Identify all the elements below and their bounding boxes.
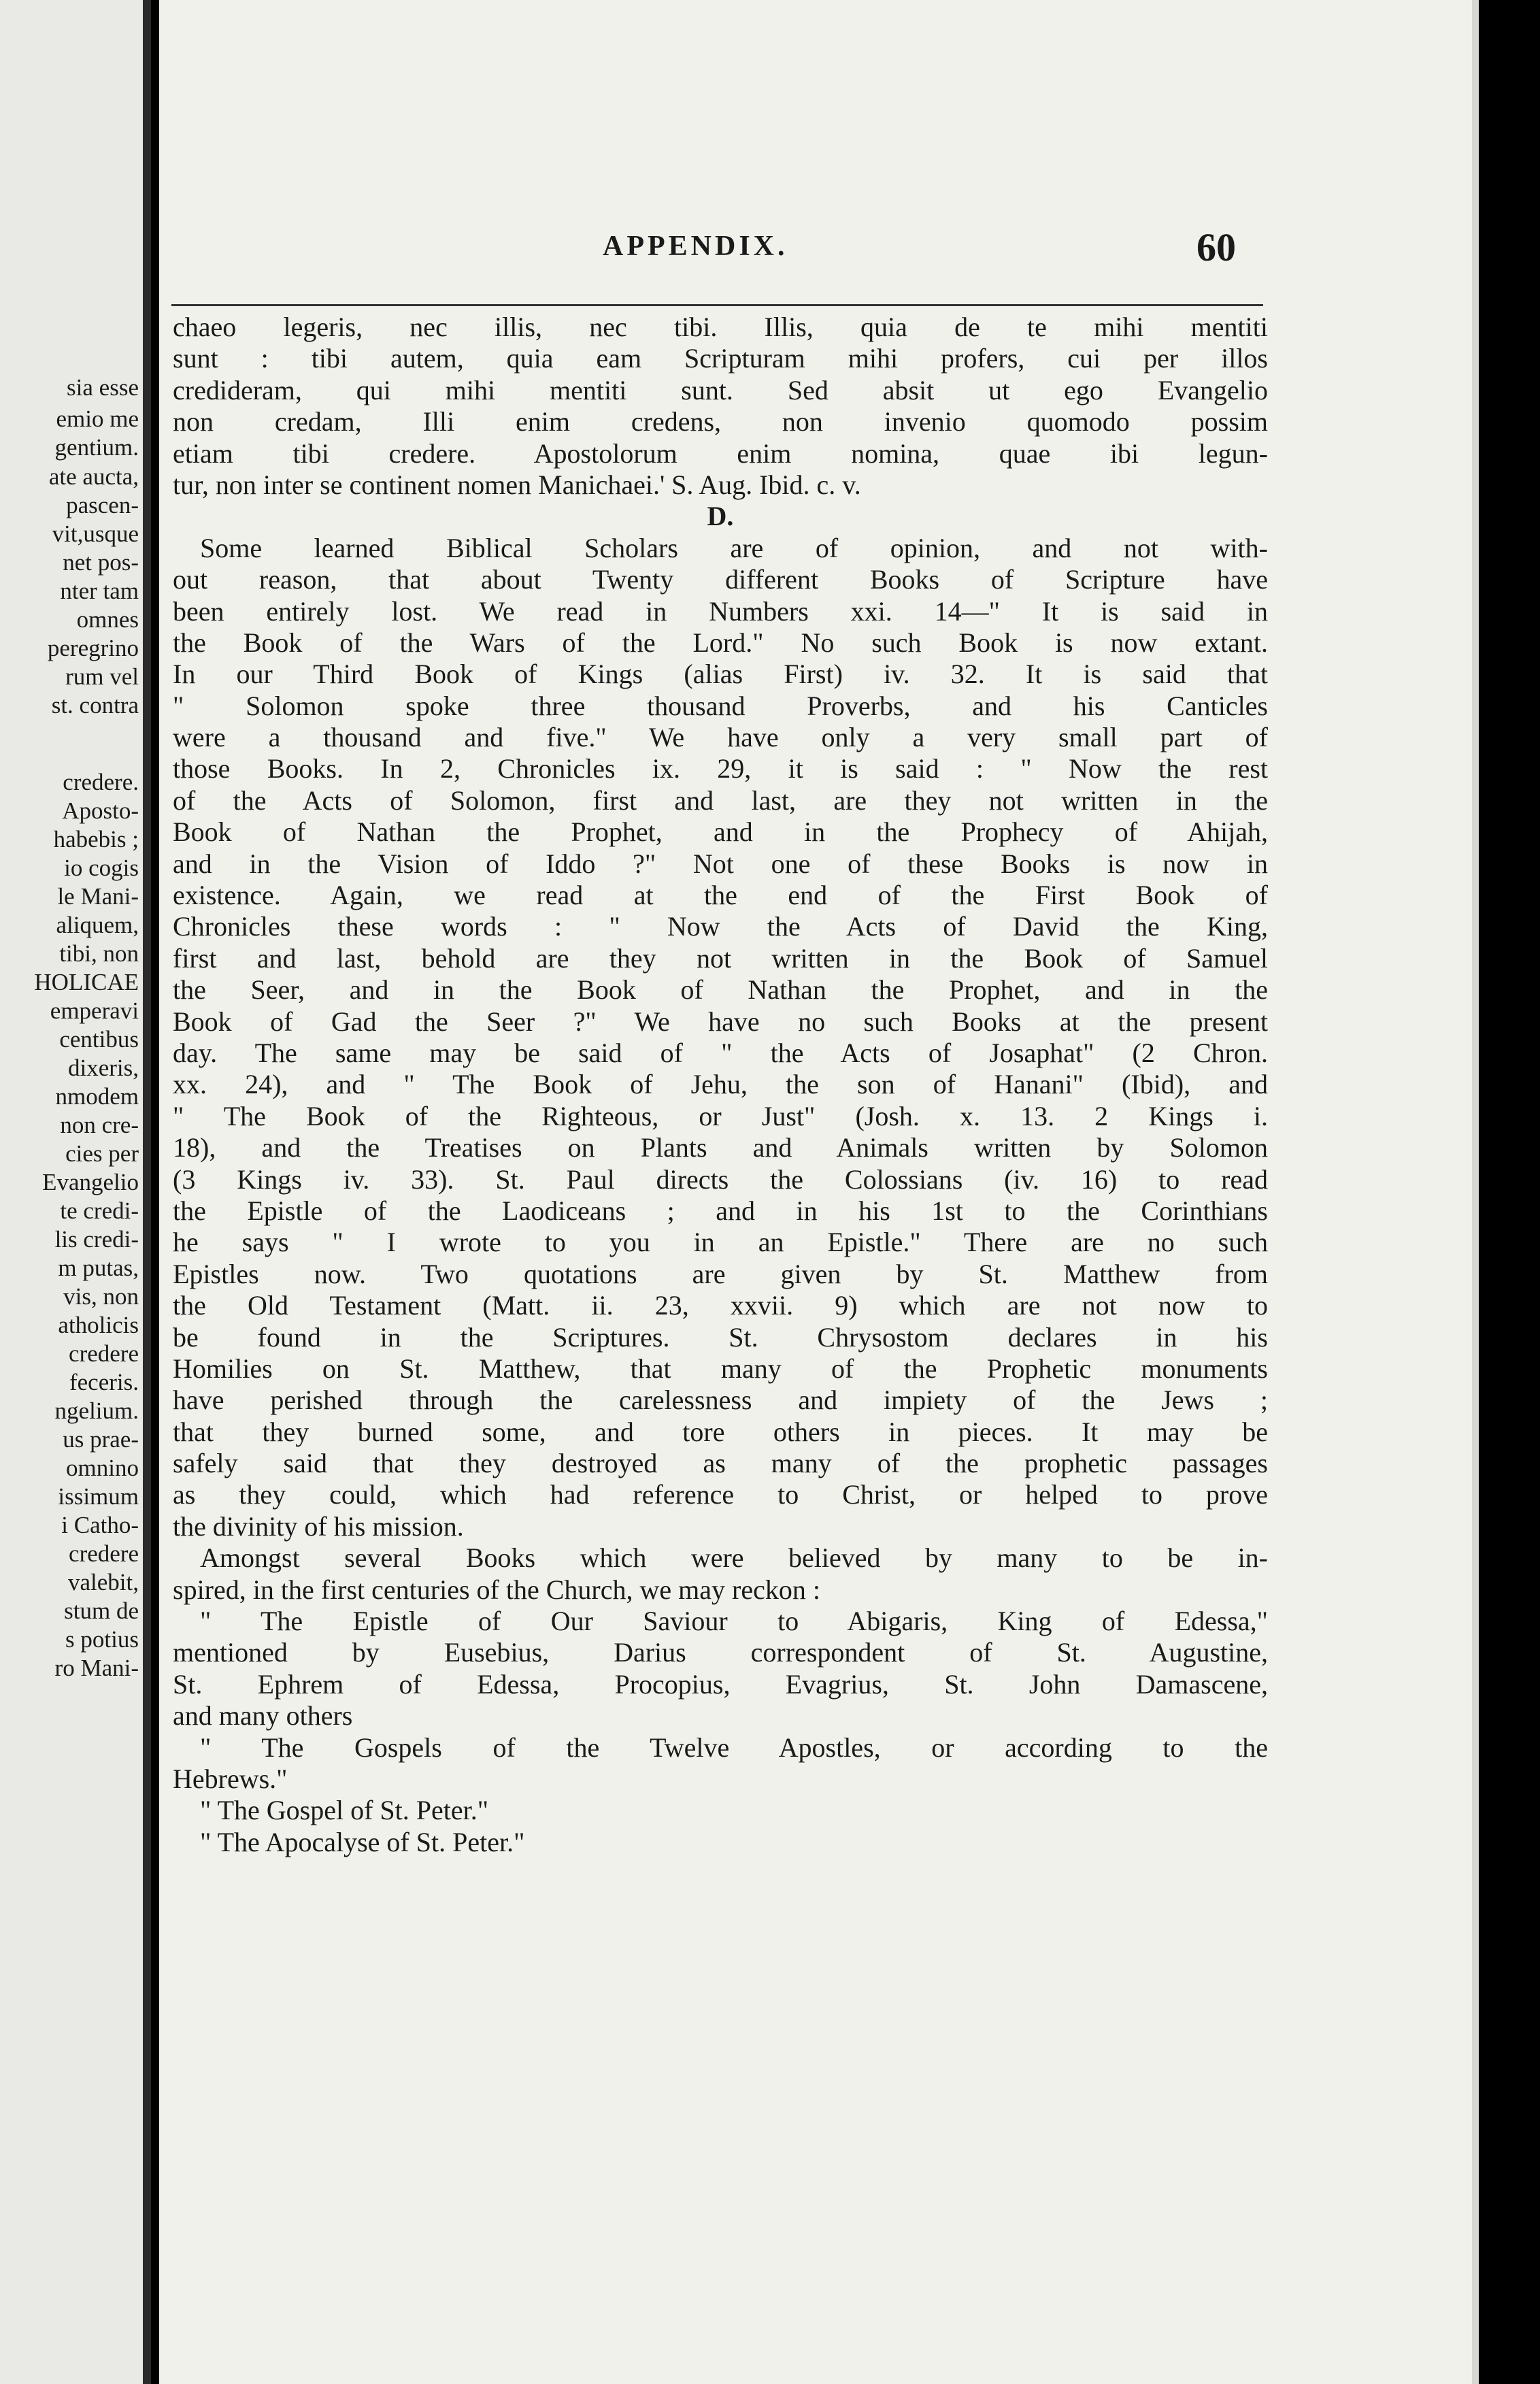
- text-line: Homilies on St. Matthew, that many of the Prophetic monuments: [173, 1353, 1268, 1384]
- previous-page-fragment: [0, 0, 151, 2384]
- previous-page-line: i Catho-: [61, 1512, 139, 1538]
- previous-page-line: te credi-: [60, 1197, 139, 1224]
- previous-page-line: gentium.: [54, 434, 139, 461]
- text-line: St. Ephrem of Edessa, Procopius, Evagrius, St. John Damascene,: [173, 1668, 1268, 1700]
- text-line: non credam, Illi enim credens, non invenio quomodo possim: [173, 406, 1268, 437]
- previous-page-line: lis credi-: [54, 1226, 139, 1253]
- text-line: the Epistle of the Laodiceans ; and in his 1st to the Corinthians: [173, 1195, 1268, 1226]
- text-line: as they could, which had reference to Christ, or helped to prove: [173, 1479, 1268, 1510]
- previous-page-line: valebit,: [68, 1569, 139, 1595]
- previous-page-line: vit,usque: [52, 520, 139, 547]
- book-page: [159, 0, 1479, 2384]
- previous-page-line: emperavi: [50, 997, 139, 1024]
- text-line: chaeo legeris, nec illis, nec tibi. Illis, quia de te mihi mentiti: [173, 312, 1268, 342]
- text-line: the divinity of his mission.: [173, 1510, 464, 1542]
- text-line: have perished through the carelessness and impiety of the Jews ;: [173, 1385, 1268, 1416]
- previous-page-line: tibi, non: [59, 940, 139, 967]
- previous-page-line: feceris.: [69, 1369, 139, 1395]
- previous-page-line: centibus: [59, 1026, 139, 1053]
- previous-page-line: omnes: [76, 606, 139, 633]
- previous-page-line: rum vel: [65, 663, 139, 690]
- text-line: etiam tibi credere. Apostolorum enim nomina, quae ibi legun-: [173, 437, 1268, 469]
- previous-page-line: credere.: [63, 769, 139, 795]
- previous-page-line: emio me: [56, 405, 139, 432]
- text-line: the Old Testament (Matt. ii. 23, xxvii. 9) which are not now to: [173, 1290, 1268, 1321]
- text-line: sunt : tibi autem, quia eam Scripturam mihi profers, cui per illos: [173, 343, 1268, 374]
- text-line: the Seer, and in the Book of Nathan the Prophet, and in the: [173, 974, 1268, 1006]
- text-line: and many others: [173, 1700, 353, 1732]
- previous-page-line: ngelium.: [54, 1397, 139, 1424]
- page-edge: [1472, 0, 1479, 2384]
- text-line: " The Epistle of Our Saviour to Abigaris, King of Edessa,": [200, 1606, 1268, 1637]
- text-line: " The Gospel of St. Peter.": [200, 1795, 489, 1826]
- text-line: Book of Gad the Seer ?" We have no such Books at the present: [173, 1006, 1268, 1037]
- previous-page-line: omnino: [66, 1455, 139, 1481]
- text-line: that they burned some, and tore others in pieces. It may be: [173, 1416, 1268, 1447]
- previous-page-line: nmodem: [55, 1083, 139, 1110]
- running-head: APPENDIX.: [603, 231, 788, 262]
- previous-page-line: aliquem,: [56, 912, 139, 938]
- text-line: tur, non inter se continent nomen Manichaei.' S. Aug. Ibid. c. v.: [173, 469, 861, 500]
- previous-page-line: Aposto-: [62, 797, 139, 824]
- previous-page-line: nter tam: [60, 578, 139, 604]
- text-line: safely said that they destroyed as many of the prophetic passages: [173, 1448, 1268, 1479]
- previous-page-line: issimum: [58, 1483, 139, 1510]
- header-rule: [171, 304, 1263, 306]
- text-line: existence. Again, we read at the end of the First Book of: [173, 880, 1268, 911]
- page-gutter: [143, 0, 151, 2384]
- previous-page-line: m putas,: [58, 1255, 139, 1281]
- previous-page-line: ro Mani-: [54, 1655, 139, 1681]
- text-line: Chronicles these words : " Now the Acts of David the King,: [173, 911, 1268, 942]
- previous-page-line: dixeris,: [67, 1055, 139, 1081]
- text-line: (3 Kings iv. 33). St. Paul directs the Colossians (iv. 16) to read: [173, 1163, 1268, 1195]
- section-heading: D.: [707, 501, 734, 532]
- text-line: he says " I wrote to you in an Epistle." There are no such: [173, 1227, 1268, 1258]
- text-line: first and last, behold are they not written in the Book of Samuel: [173, 942, 1268, 974]
- text-line: " The Apocalyse of St. Peter.": [200, 1826, 525, 1857]
- previous-page-line: stum de: [64, 1597, 139, 1624]
- page-number: 60: [1196, 225, 1236, 269]
- text-line: xx. 24), and " The Book of Jehu, the son of Hanani" (Ibid), and: [173, 1069, 1268, 1100]
- text-line: were a thousand and five." We have only a very small part of: [173, 722, 1268, 753]
- text-line: Book of Nathan the Prophet, and in the Prophecy of Ahijah,: [173, 816, 1268, 848]
- text-line: Amongst several Books which were believed by many to be in-: [200, 1542, 1268, 1574]
- previous-page-line: st. contra: [51, 692, 139, 718]
- previous-page-line: non cre-: [60, 1112, 139, 1138]
- text-line: be found in the Scriptures. St. Chrysostom declares in his: [173, 1321, 1268, 1353]
- previous-page-line: pascen-: [66, 492, 139, 518]
- text-line: " Solomon spoke three thousand Proverbs, and his Canticles: [173, 690, 1268, 721]
- previous-page-line: vis, non: [63, 1283, 139, 1310]
- text-line: credideram, qui mihi mentiti sunt. Sed absit ut ego Evangelio: [173, 374, 1268, 405]
- previous-page-line: HOLICAE: [34, 969, 139, 995]
- text-line: and in the Vision of Iddo ?" Not one of these Books is now in: [173, 848, 1268, 879]
- previous-page-line: Evangelio: [42, 1169, 139, 1195]
- previous-page-line: credere: [69, 1540, 139, 1567]
- text-line: Epistles now. Two quotations are given by St. Matthew from: [173, 1258, 1268, 1289]
- text-line: those Books. In 2, Chronicles ix. 29, it is said : " Now the rest: [173, 753, 1268, 784]
- text-line: In our Third Book of Kings (alias First) iv. 32. It is said that: [173, 659, 1268, 690]
- previous-page-line: us prae-: [63, 1426, 139, 1453]
- previous-page-line: habebis ;: [53, 826, 139, 852]
- text-line: spired, in the first centuries of the Church, we may reckon :: [173, 1574, 820, 1605]
- previous-page-line: io cogis: [64, 855, 139, 881]
- text-line: " The Book of the Righteous, or Just" (Josh. x. 13. 2 Kings i.: [173, 1100, 1268, 1131]
- text-line: been entirely lost. We read in Numbers xxi. 14—" It is said in: [173, 595, 1268, 627]
- text-line: 18), and the Treatises on Plants and Animals written by Solomon: [173, 1132, 1268, 1163]
- text-line: Hebrews.": [173, 1763, 288, 1794]
- page-header: [159, 225, 1479, 279]
- previous-page-line: sia esse: [67, 374, 139, 401]
- previous-page-line: peregrino: [47, 635, 139, 661]
- previous-page-line: s potius: [65, 1626, 139, 1653]
- page-body-text: [173, 312, 1268, 1858]
- previous-page-line: credere: [69, 1340, 139, 1367]
- text-line: mentioned by Eusebius, Darius correspondent of St. Augustine,: [173, 1637, 1268, 1668]
- previous-page-line: le Mani-: [57, 883, 139, 910]
- text-line: " The Gospels of the Twelve Apostles, or according to the: [200, 1732, 1268, 1763]
- text-line: the Book of the Wars of the Lord." No such Book is now extant.: [173, 627, 1268, 658]
- previous-page-line: net pos-: [63, 549, 139, 576]
- text-line: Some learned Biblical Scholars are of opinion, and not with-: [200, 532, 1268, 563]
- text-line: of the Acts of Solomon, first and last, are they not written in the: [173, 784, 1268, 816]
- text-line: day. The same may be said of " the Acts of Josaphat" (2 Chron.: [173, 1037, 1268, 1068]
- previous-page-line: ate aucta,: [48, 463, 139, 490]
- previous-page-line: cies per: [65, 1140, 139, 1167]
- previous-page-line: atholicis: [58, 1312, 139, 1338]
- text-line: out reason, that about Twenty different Books of Scripture have: [173, 564, 1268, 595]
